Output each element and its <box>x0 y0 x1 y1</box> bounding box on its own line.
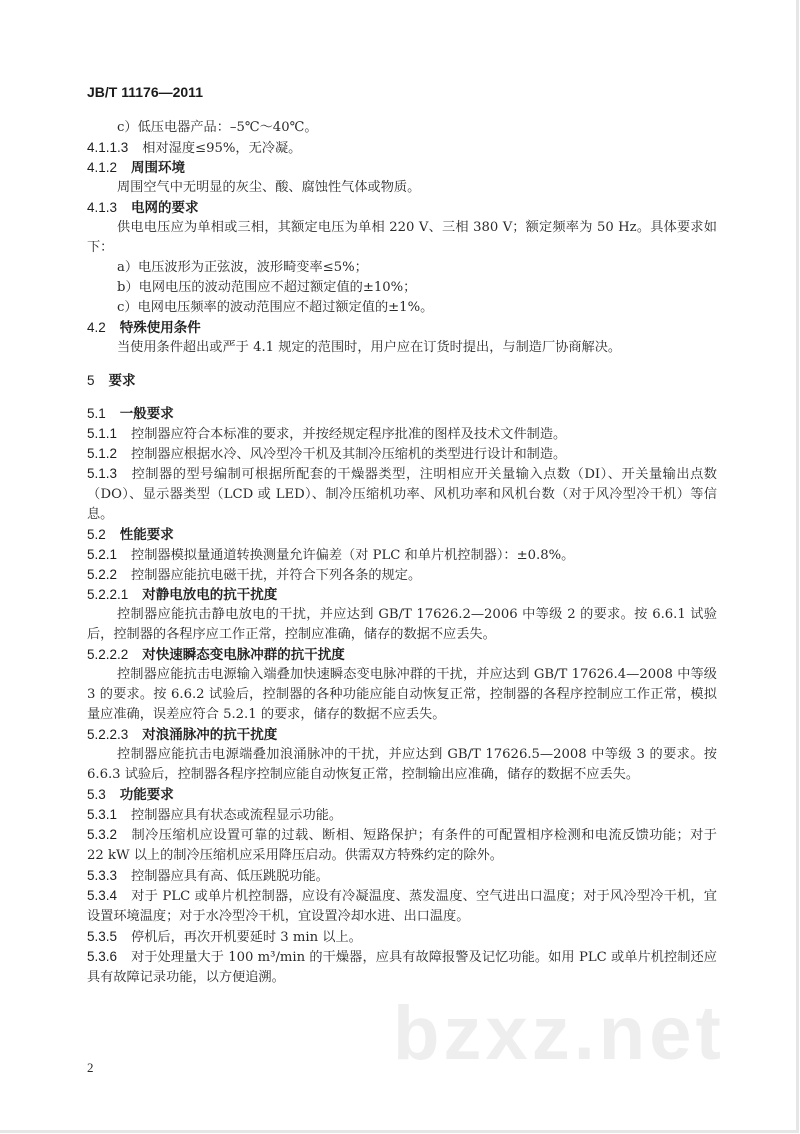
clause <box>87 464 717 525</box>
clause-number: 5.3.2 <box>87 827 118 842</box>
section-title: 电网的要求 <box>131 200 199 215</box>
clause <box>87 545 717 565</box>
section-title: 要求 <box>108 373 136 388</box>
clause-text: 控制器应能抗电磁干扰，并符合下列各条的规定。 <box>131 568 422 583</box>
clause-number: 5.3.6 <box>87 949 118 964</box>
section-number: 4.2 <box>87 320 106 335</box>
clause <box>87 825 717 866</box>
clause <box>87 927 717 947</box>
paragraph: 供电电压应为单相或三相，其额定电压为单相 220 V、三相 380 V；额定频率为 50 Hz。具体要求如下： <box>87 220 717 255</box>
section-gap <box>87 358 717 371</box>
section-heading <box>87 645 717 665</box>
clause <box>87 565 717 585</box>
clause-text: 对于 PLC 或单片机控制器，应设有冷凝温度、蒸发温度、空气进出口温度；对于风冷型冷干机，宜设置环境温度；对于水冷型冷干机，宜设置冷却水进、出口温度。 <box>87 889 717 924</box>
section-heading <box>87 525 717 545</box>
section-heading <box>87 725 717 745</box>
section-number: 5.3 <box>87 787 106 802</box>
clause-number: 5.1.3 <box>87 466 118 481</box>
section-heading <box>87 404 717 424</box>
section-heading <box>87 158 717 178</box>
clause-text: 停机后，再次开机要延时 3 min 以上。 <box>131 930 362 945</box>
clause-number: 5.2.2 <box>87 567 118 582</box>
clause-text: 相对湿度≤95%，无冷凝。 <box>142 141 302 156</box>
paragraph: 控制器应能抗击电源输入端叠加快速瞬态变电脉冲群的干扰，并应达到 GB/T 17626.4—2008 中等级 3 的要求。按 6.6.2 试验后，控制器的各种功能应能自动恢复正常，控制器的各程序控制应工作正常，模拟量应准确，误差应符合 5.2.1 的要求，储存的数据不应丢失。 <box>87 667 717 722</box>
section-title: 性能要求 <box>119 527 174 542</box>
clause-number: 5.2.1 <box>87 547 118 562</box>
paragraph: 控制器应能抗击电源端叠加浪涌脉冲的干扰，并应达到 GB/T 17626.5—2008 中等级 3 的要求。按 6.6.3 试验后，控制器各程序控制应能自动恢复正常，控制输出应准确，储存的数据不应丢失。 <box>87 747 717 782</box>
section-heading <box>87 318 717 338</box>
clause <box>87 444 717 464</box>
section-title: 功能要求 <box>119 787 174 802</box>
section-number: 5 <box>87 373 95 388</box>
clause <box>87 866 717 886</box>
section-title: 特殊使用条件 <box>119 320 201 335</box>
section-heading <box>87 371 717 391</box>
section-title: 一般要求 <box>119 406 174 421</box>
section-number: 5.2 <box>87 527 106 542</box>
section-title: 对浪涌脉冲的抗干扰度 <box>142 727 278 742</box>
clause-number: 4.1.1.3 <box>87 140 129 155</box>
clause-number: 5.3.5 <box>87 929 118 944</box>
section-number: 4.1.3 <box>87 200 118 215</box>
clause-number: 5.3.4 <box>87 888 118 903</box>
page-number: 2 <box>87 1060 94 1075</box>
section-title: 周围环境 <box>131 160 186 175</box>
clause-number: 5.1.2 <box>87 446 118 461</box>
clause <box>87 138 717 158</box>
list-item: a）电压波形为正弦波，波形畸变率≤5%； <box>117 260 368 275</box>
clause-number: 5.3.1 <box>87 807 118 822</box>
watermark: bzxz.net <box>393 991 725 1076</box>
document-body <box>87 118 717 988</box>
clause-number: 5.1.1 <box>87 426 118 441</box>
section-heading <box>87 198 717 218</box>
clause-text: 控制器应具有高、低压跳脱功能。 <box>131 869 329 884</box>
paragraph: 周围空气中无明显的灰尘、酸、腐蚀性气体或物质。 <box>117 180 421 195</box>
section-number: 4.1.2 <box>87 160 118 175</box>
section-number: 5.1 <box>87 406 106 421</box>
section-number: 5.2.2.1 <box>87 587 129 602</box>
clause <box>87 947 717 988</box>
list-item: c）低压电器产品：–5℃～40℃。 <box>117 120 318 135</box>
list-item: b）电网电压的波动范围应不超过额定值的±10%； <box>117 280 417 295</box>
clause <box>87 805 717 825</box>
section-heading <box>87 785 717 805</box>
clause-text: 制冷压缩机应设置可靠的过载、断相、短路保护；有条件的可配置相序检测和电流反馈功能；对于 22 kW 以上的制冷压缩机应采用降压启动。供需双方特殊约定的除外。 <box>87 828 717 863</box>
paragraph: 控制器应能抗击静电放电的干扰，并应达到 GB/T 17626.2—2006 中等级 2 的要求。按 6.6.1 试验后，控制器的各程序应工作正常，控制应准确，储存的数据不应丢失。 <box>87 607 717 642</box>
clause-text: 控制器应符合本标准的要求，并按经规定程序批准的图样及技术文件制造。 <box>131 427 567 442</box>
list-item: c）电网电压频率的波动范围应不超过额定值的±1%。 <box>117 300 434 315</box>
section-number: 5.2.2.2 <box>87 647 129 662</box>
clause-text: 对于处理量大于 100 m³/min 的干燥器，应具有故障报警及记忆功能。如用 PLC 或单片机控制还应具有故障记录功能，以方便追溯。 <box>87 950 717 985</box>
section-gap <box>87 391 717 404</box>
section-title: 对快速瞬态变电脉冲群的抗干扰度 <box>142 647 345 662</box>
paragraph: 当使用条件超出或严于 4.1 规定的范围时，用户应在订货时提出，与制造厂协商解决。 <box>117 340 622 355</box>
clause-text: 控制器的型号编制可根据所配套的干燥器类型，注明相应开关量输入点数（DI）、开关量输出点数（DO）、显示器类型（LCD 或 LED）、制冷压缩机功率、风机功率和风机台数（对于风冷型冷干机）等信息。 <box>87 467 717 522</box>
clause-text: 控制器应具有状态或流程显示功能。 <box>131 808 343 823</box>
clause-text: 控制器应根据水冷、风冷型冷干机及其制冷压缩机的类型进行设计和制造。 <box>131 447 567 462</box>
section-title: 对静电放电的抗干扰度 <box>142 587 278 602</box>
section-number: 5.2.2.3 <box>87 727 129 742</box>
clause <box>87 424 717 444</box>
clause-text: 控制器模拟量通道转换测量允许偏差（对 PLC 和单片机控制器）：±0.8%。 <box>131 548 575 563</box>
section-heading <box>87 585 717 605</box>
clause-number: 5.3.3 <box>87 868 118 883</box>
clause <box>87 886 717 927</box>
document-code-header: JB/T 11176—2011 <box>87 84 203 100</box>
